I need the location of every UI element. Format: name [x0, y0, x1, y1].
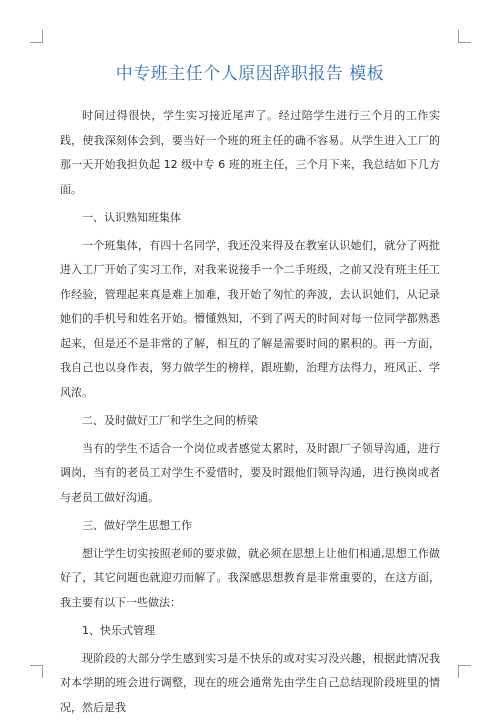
crop-mark-bottom-right	[458, 665, 471, 678]
heading-2: 二、及时做好工厂和学生之间的桥梁	[82, 413, 258, 427]
crop-mark-top-left	[30, 30, 43, 43]
paragraph-1: 一个班集体，有四十名同学，我还没来得及在教室认识她们，就分了两批进入工厂开始了实习工作，对我来说接手一个二手班级，之前又没有班主任工作经验，管理起来真是难上加难，我开始了匆忙的奔波，去认识她们，从记录她们的手机号和姓名开始。懵懂熟知，不到了两天的时间对每一位同学都熟悉起来，但是还不是非常的了解，相互的了解是需要时间的累积的。再一方面，我自己也以身作表，努力做学生的榜样，跟班勤，治理方法得力，班风正、学风浓。	[60, 238, 440, 399]
paragraph-3: 想让学生切实按照老师的要求做，就必须在思想上让他们相通,思想工作做好了，其它问题也就迎刃而解了。我深感思想教育是非常重要的，在这方面，我主要有以下一些做法：	[60, 546, 440, 609]
heading-3: 三、做好学生思想工作	[82, 518, 192, 532]
crop-mark-top-right	[458, 30, 471, 43]
document-title: 中专班主任个人原因辞职报告 模板	[115, 64, 385, 84]
paragraph-intro: 时间过得很快，学生实习接近尾声了。经过陪学生进行三个月的工作实践，使我深刻体会到，要当好一个班的班主任的确不容易。从学生进入工厂的那一天开始我担负起 12 级中专 6 班的班主任，三个月下来，我总结如下几方面。	[60, 109, 440, 196]
subheading-3-1: 1、快乐式管理	[82, 623, 155, 637]
heading-1: 一、认识熟知班集体	[82, 210, 181, 224]
crop-mark-bottom-left	[30, 665, 43, 678]
paragraph-2: 当有的学生不适合一个岗位或者感觉太累时，及时跟厂子领导沟通，进行调岗，当有的老员工对学生不爱惜时，要及时跟他们领导沟通，进行换岗或者与老员工做好沟通。	[60, 441, 440, 504]
document-body	[60, 104, 440, 724]
paragraph-3-1: 现阶段的大部分学生感到实习是不快乐的或对实习没兴趣，根据此情况我对本学期的班会进行调整，现在的班会通常先由学生自己总结现阶段班里的情况，然后是我	[60, 651, 440, 714]
